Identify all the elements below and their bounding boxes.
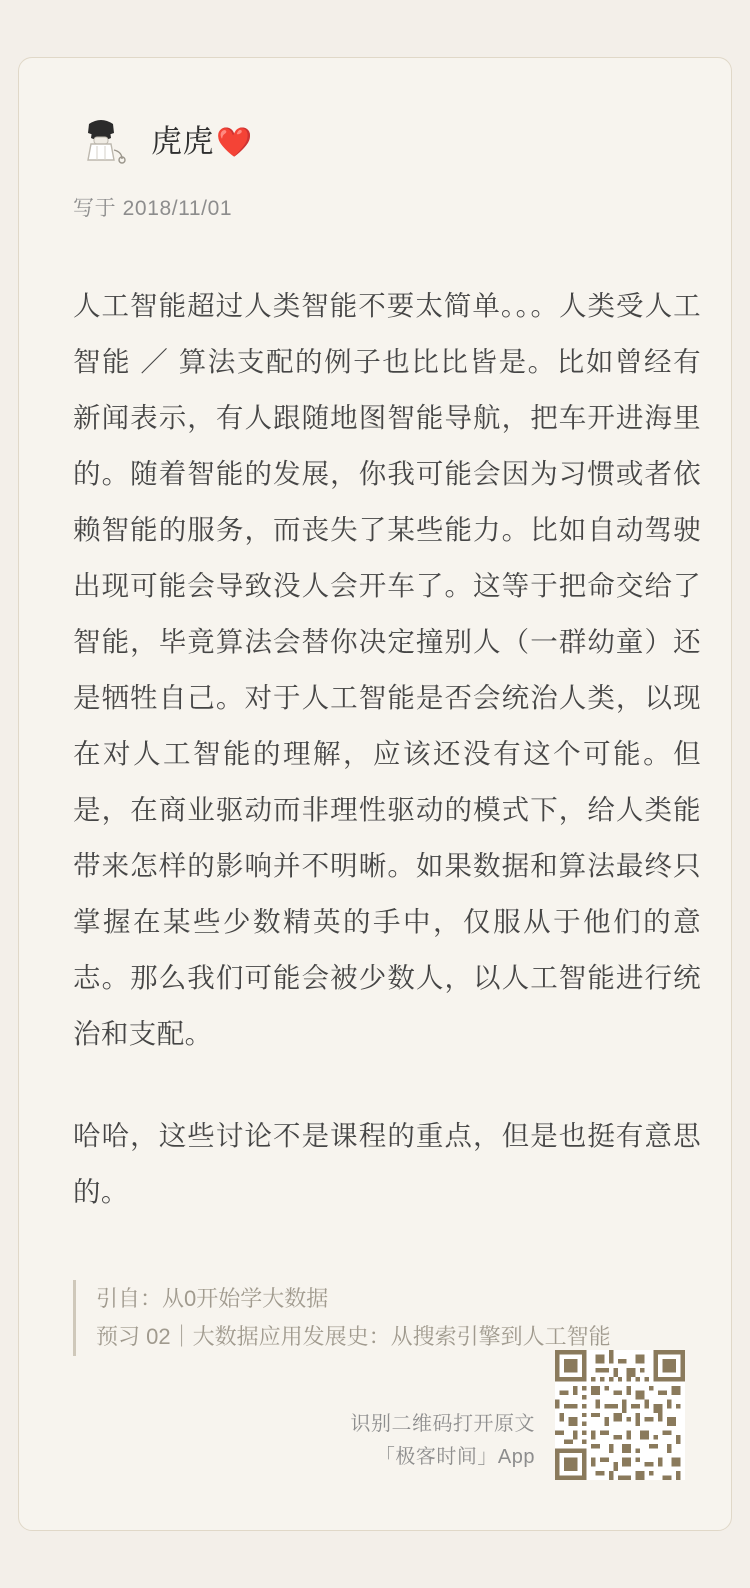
card-content xyxy=(73,106,701,1356)
article-body xyxy=(73,278,701,1220)
quote-block xyxy=(73,1280,693,1356)
qr-code-icon[interactable] xyxy=(555,1350,685,1480)
heart-icon: ❤️ xyxy=(216,126,253,159)
card-footer xyxy=(73,1350,691,1480)
footer-line-2: 「极客时间」App xyxy=(374,1446,535,1468)
author-name xyxy=(151,116,253,161)
user-avatar-illustration-icon[interactable] xyxy=(73,110,129,166)
author-name-text: 虎虎 xyxy=(151,123,214,159)
author-header xyxy=(73,106,691,170)
paragraph: 人工智能超过人类智能不要太简单。。。人类受人工智能 ／ 算法支配的例子也比比皆是。比如曾经有新闻表示，有人跟随地图智能导航，把车开进海里的。随着智能的发展，你我可能会因为习惯或者依赖智能的服务，而丧失了某些能力。比如自动驾驶出现可能会导致没人会开车了。这等于把命交给了智能，毕竟算法会替你决定撞别人（一群幼童）还是牺牲自己。对于人工智能是否会统治人类，以现在对人工智能的理解，应该还没有这个可能。但是，在商业驱动而非理性驱动的模式下，给人类能带来怎样的影响并不明晰。如果数据和算法最终只掌握在某些少数精英的手中，仅服从于他们的意志。那么我们可能会被少数人，以人工智能进行统治和支配。 xyxy=(73,290,701,1049)
paragraph: 哈哈，这些讨论不是课程的重点，但是也挺有意思的。 xyxy=(73,1120,701,1207)
quote-source: 引自：从0开始学大数据 xyxy=(96,1286,329,1311)
written-date: 写于 2018/11/01 xyxy=(73,197,233,220)
footer-line-1: 识别二维码打开原文 xyxy=(350,1413,535,1435)
footer-note xyxy=(351,1408,536,1474)
post-card xyxy=(18,57,732,1531)
quote-lesson: 预习 02｜大数据应用发展史：从搜索引擎到人工智能 xyxy=(96,1324,611,1349)
